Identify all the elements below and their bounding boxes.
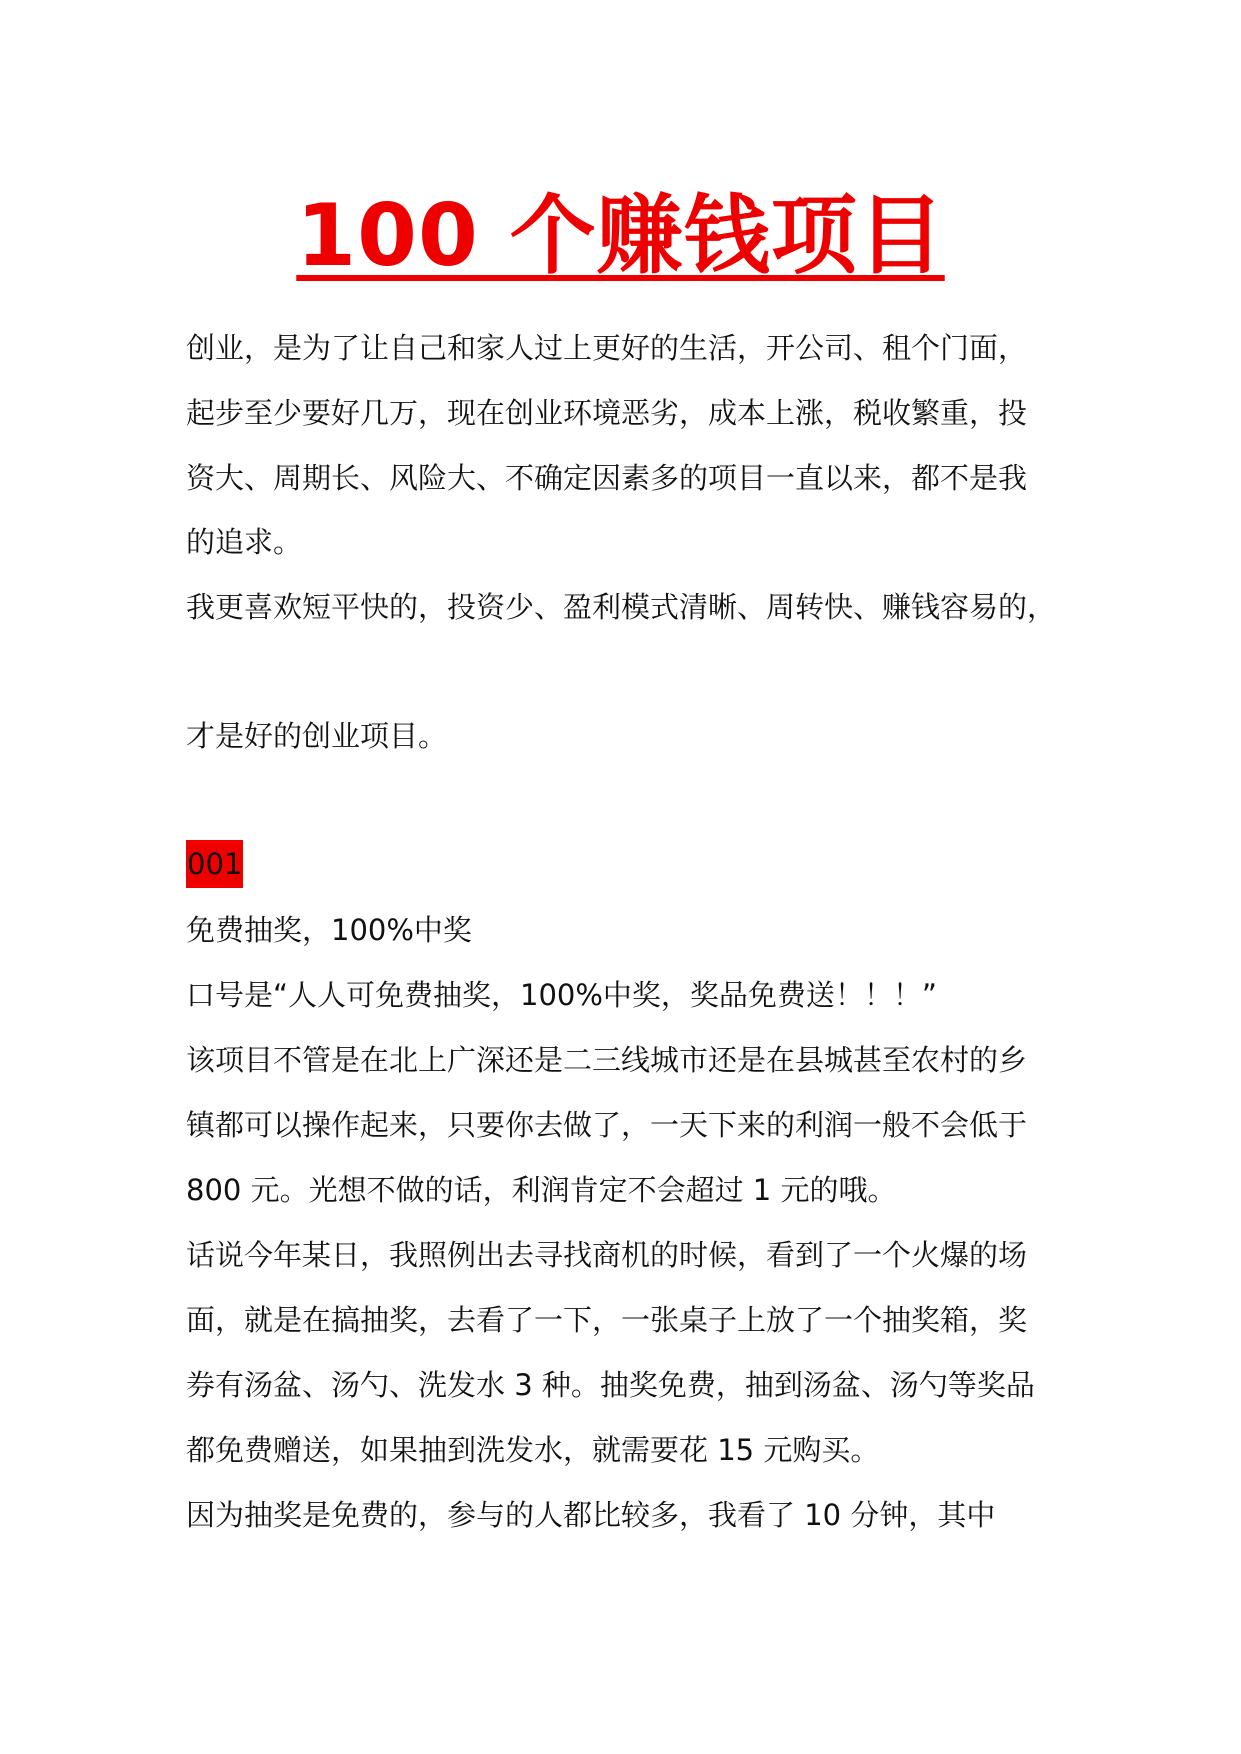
intro-line: 我更喜欢短平快的，投资少、盈利模式清晰、周转快、赚钱容易的， xyxy=(186,590,1057,624)
intro-line: 才是好的创业项目。 xyxy=(186,719,448,753)
section-line: 镇都可以操作起来，只要你去做了，一天下来的利润一般不会低于 xyxy=(186,1108,1028,1142)
section-line: 面，就是在搞抽奖，去看了一下，一张桌子上放了一个抽奖箱，奖 xyxy=(186,1303,1028,1337)
section-heading: 免费抽奖，100%中奖 xyxy=(186,913,472,947)
section-line: 因为抽奖是免费的，参与的人都比较多，我看了 10 分钟，其中 xyxy=(186,1498,996,1532)
intro-line: 创业，是为了让自己和家人过上更好的生活，开公司、租个门面， xyxy=(186,331,1028,365)
intro-line: 资大、周期长、风险大、不确定因素多的项目一直以来，都不是我 xyxy=(186,461,1028,495)
document-title-text: 100 个赚钱项目 xyxy=(296,186,945,286)
section-line: 券有汤盆、汤勺、洗发水 3 种。抽奖免费，抽到汤盆、汤勺等奖品 xyxy=(186,1368,1035,1402)
section-line: 话说今年某日，我照例出去寻找商机的时候，看到了一个火爆的场 xyxy=(186,1238,1028,1272)
intro-line: 起步至少要好几万，现在创业环境恶劣，成本上涨，税收繁重，投 xyxy=(186,396,1028,430)
section-line: 该项目不管是在北上广深还是二三线城市还是在县城甚至农村的乡 xyxy=(186,1043,1028,1077)
section-line: 口号是“人人可免费抽奖，100%中奖，奖品免费送！！！” xyxy=(186,978,937,1012)
intro-line: 的追求。 xyxy=(186,525,303,559)
document-title xyxy=(0,186,1241,286)
section-line: 都免费赠送，如果抽到洗发水，就需要花 15 元购买。 xyxy=(186,1433,880,1467)
section-line: 800 元。光想不做的话，利润肯定不会超过 1 元的哦。 xyxy=(186,1173,897,1207)
section-tag: 001 xyxy=(186,840,243,888)
